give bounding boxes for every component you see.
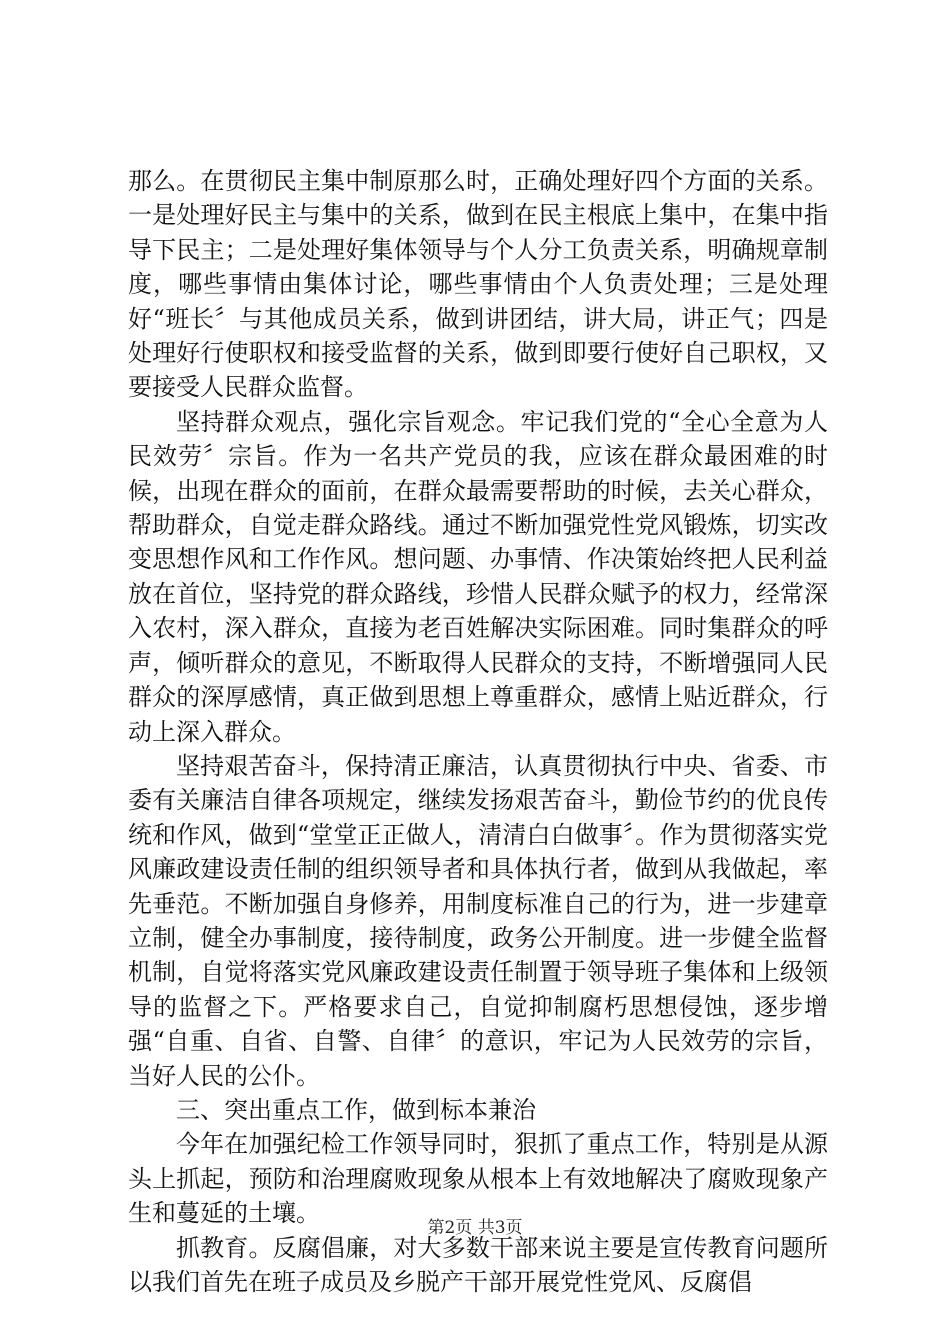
paragraph-1: 那么。在贯彻民主集中制原那么时，正确处理好四个方面的关系。一是处理好民主与集中的关系，做到在民主根底上集中，在集中指导下民主；二是处理好集体领导与个人分工负责关系，明确规章制度，哪些事情由集体讨论，哪些事情由个人负责处理；三是处理好“班长〞与其他成员关系，做到讲团结，讲大局，讲正气；四是处理好行使职权和接受监督的关系，做到即要行使好自己职权，又要接受人民群众监督。 [128,167,828,402]
paragraph-5: 抓教育。反腐倡廉，对大多数干部来说主要是宣传教育问题所以我们首先在班子成员及乡脱产干部开展党性党风、反腐倡 [128,1233,828,1296]
paragraph-2: 坚持群众观点，强化宗旨观念。牢记我们党的“全心全意为人民效劳〞宗旨。作为一名共产党员的我，应该在群众最困难的时候，出现在群众的面前，在群众最需要帮助的时候，去关心群众，帮助群众，自觉走群众路线。通过不断加强党性党风锻炼，切实改变思想作风和工作作风。想问题、办事情、作决策始终把人民利益放在首位，坚持党的群众路线，珍惜人民群众赋予的权力，经常深入农村，深入群众，直接为老百姓解决实际困难。同时集群众的呼声，倾听群众的意见，不断取得人民群众的支持，不断增强同人民群众的深厚感情，真正做到思想上尊重群众，感情上贴近群众，行动上深入群众。 [128,407,828,746]
page-number: 第2页 共3页 [427,1218,523,1238]
paragraph-4: 今年在加强纪检工作领导同时，狠抓了重点工作，特别是从源头上抓起，预防和治理腐败现象从根本上有效地解决了腐败现象产生和蔓延的土壤。 [128,1130,828,1228]
paragraph-3: 坚持艰苦奋斗，保持清正廉洁，认真贯彻执行中央、省委、市委有关廉洁自律各项规定，继续发扬艰苦奋斗，勤俭节约的优良传统和作风，做到“堂堂正正做人，清清白白做事〞。作为贯彻落实党风廉政建设责任制的组织领导者和具体执行者，做到从我做起，率先垂范。不断加强自身修养，用制度标准自己的行为，进一步建章立制，健全办事制度，接待制度，政务公开制度。进一步健全监督机制，自觉将落实党风廉政建设责任制置于领导班子集体和上级领导的监督之下。严格要求自己，自觉抑制腐朽思想侵蚀，逐步增强“自重、自省、自警、自律〞的意识，牢记为人民效劳的宗旨，当好人民的公仆。 [128,751,828,1090]
body-text [128,164,828,1299]
section-heading: 三、突出重点工作，做到标本兼治 [176,1095,536,1124]
